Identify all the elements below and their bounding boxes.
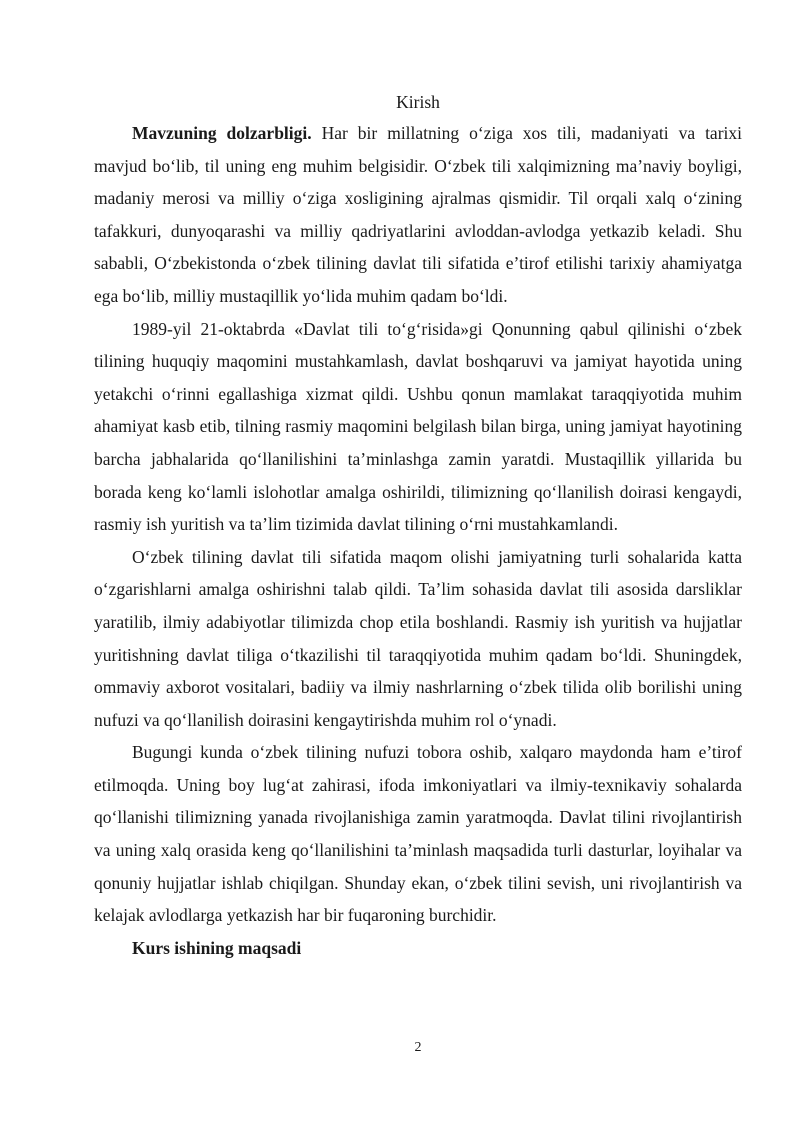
- section-heading: Kirish: [396, 92, 440, 112]
- document-page: [94, 88, 742, 964]
- paragraph-state-language-status: O‘zbek tilining davlat tili sifatida maqom olishi jamiyatning turli sohalarida katta o‘zgarishlarni amalga oshirishni talab qildi. Ta’lim sohasida davlat tili asosida darsliklar yaratilib, ilmiy adabiyotlar tilimizda chop etila boshlandi. Rasmiy ish yuritish va hujjatlar yuritishning davlat tiliga o‘tkazilishi til taraqqiyotida muhim qadam bo‘ldi. Shuningdek, ommaviy axborot vositalari, badiiy va ilmiy nashrlarning o‘zbek tilida olib borilishi uning nufuzi va qo‘llanilish doirasini kengaytirishda muhim rol o‘ynadi.: [94, 546, 742, 730]
- paragraph-lead: Mavzuning dolzarbligi.: [132, 123, 312, 143]
- section-subheading: Kurs ishining maqsadi: [132, 937, 302, 958]
- paragraph-relevance: [94, 117, 742, 313]
- page-number: 2: [414, 1040, 422, 1055]
- paragraph-law-1989: 1989-yil 21-oktabrda «Davlat tili to‘g‘risida»gi Qonunning qabul qilinishi o‘zbek tilining huquqiy maqomini mustahkamlash, davlat boshqaruvi va jamiyat hayotida uning yetakchi o‘rinni egallashiga xizmat qildi. Ushbu qonun mamlakat taraqqiyotida muhim ahamiyat kasb etib, tilning rasmiy maqomini belgilash bilan birga, uning jamiyat hayotining barcha jabhalarida qo‘llanilishini ta’minlashga zamin yaratdi. Mustaqillik yillarida bu borada keng ko‘lamli islohotlar amalga oshirildi, tilimizning qo‘llanilish doirasi kengaydi, rasmiy ish yuritish va ta’lim tizimida davlat tilining o‘rni mustahkamlandi.: [94, 318, 742, 535]
- paragraph-text: Har bir millatning o‘ziga xos tili, madaniyati va tarixi mavjud bo‘lib, til uning eng muhim belgisidir. O‘zbek tili xalqimizning ma’naviy boyligi, madaniy merosi va milliy o‘ziga xosligining ajralmas qismidir. Til orqali xalq o‘zining tafakkuri, dunyoqarashi va milliy qadriyatlarini avloddan-avlodga yetkazib keladi. Shu sababli, O‘zbekistonda o‘zbek tilining davlat tili sifatida e’tirof etilishi tarixiy ahamiyatga ega bo‘lib, milliy mustaqillik yo‘lida muhim qadam bo‘ldi.: [94, 123, 743, 306]
- paragraph-present-day: Bugungi kunda o‘zbek tilining nufuzi tobora oshib, xalqaro maydonda ham e’tirof etilmoqda. Uning boy lug‘at zahirasi, ifoda imkoniyatlari va ilmiy-texnikaviy sohalarda qo‘llanishi tilimizning yanada rivojlanishiga zamin yaratmoqda. Davlat tilini rivojlantirish va uning xalq orasida keng qo‘llanilishini ta’minlash maqsadida turli dasturlar, loyihalar va qonuniy hujjatlar ishlab chiqilgan. Shunday ekan, o‘zbek tilini sevish, uni rivojlantirish va kelajak avlodlarga yetkazish har bir fuqaroning burchidir.: [94, 742, 742, 926]
